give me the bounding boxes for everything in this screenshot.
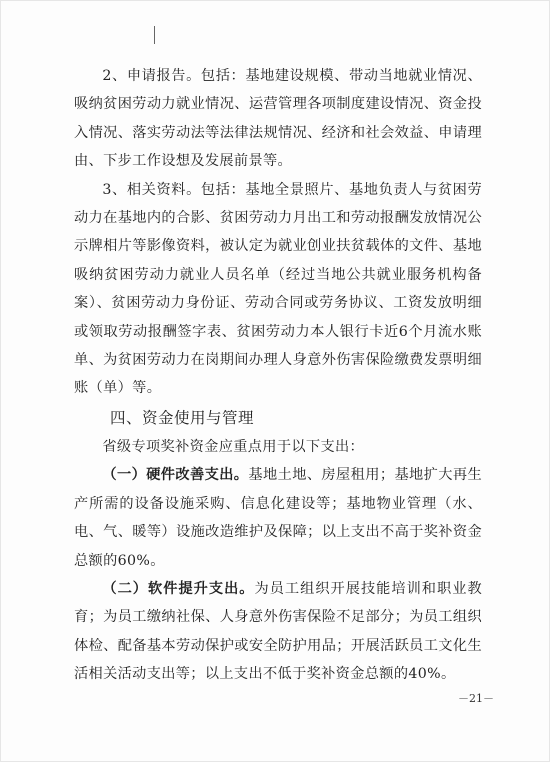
software-spending-text: 为员工组织开展技能培训和职业教育；为员工缴纳社保、人身意外伤害保险不足部分；为员工组织体检、配备基本劳动保护或安全防护用品；开展活跃员工文化生活相关活动支出等；以上支出不低于奖补资金总额的40%。	[74, 580, 482, 683]
page-number: －21－	[458, 692, 494, 705]
page-content	[74, 62, 482, 689]
paragraph-hardware-spending	[74, 461, 482, 575]
binding-mark	[154, 26, 155, 44]
software-spending-label: （二）软件提升支出。	[102, 580, 255, 597]
paragraph-fund-usage-intro: 省级专项奖补资金应重点用于以下支出：	[102, 438, 365, 455]
hardware-spending-label: （一）硬件改善支出。	[102, 467, 249, 484]
paragraph-application-report: 2、申请报告。包括：基地建设规模、带动当地就业情况、吸纳贫困劳动力就业情况、运营管理各项制度建设情况、资金投入情况、落实劳动法等法律法规情况、经济和社会效益、申请理由、下步工作设想及发展前景等。	[74, 68, 482, 170]
hardware-spending-text: 基地土地、房屋租用；基地扩大再生产所需的设备设施采购、信息化建设等；基地物业管理（水、电、气、暖等）设施改造维护及保障；以上支出不高于奖补资金总额的60%。	[74, 467, 482, 569]
paragraph-software-spending	[74, 575, 482, 689]
paragraph-related-materials: 3、相关资料。包括：基地全景照片、基地负责人与贫困劳动力在基地内的合影、贫困劳动力月出工和劳动报酬发放情况公示牌相片等影像资料，被认定为就业创业扶贫载体的文件、基地吸纳贫困劳动力就业人员名单（经过当地公共就业服务机构备案）、贫困劳动力身份证、劳动合同或劳务协议、工资发放明细或领取劳动报酬签字表、贫困劳动力本人银行卡近6个月流水账单、为贫困劳动力在岗期间办理人身意外伤害保险缴费发票明细账（单）等。	[74, 181, 482, 397]
section-heading-fund-management: 四、资金使用与管理	[110, 408, 255, 427]
